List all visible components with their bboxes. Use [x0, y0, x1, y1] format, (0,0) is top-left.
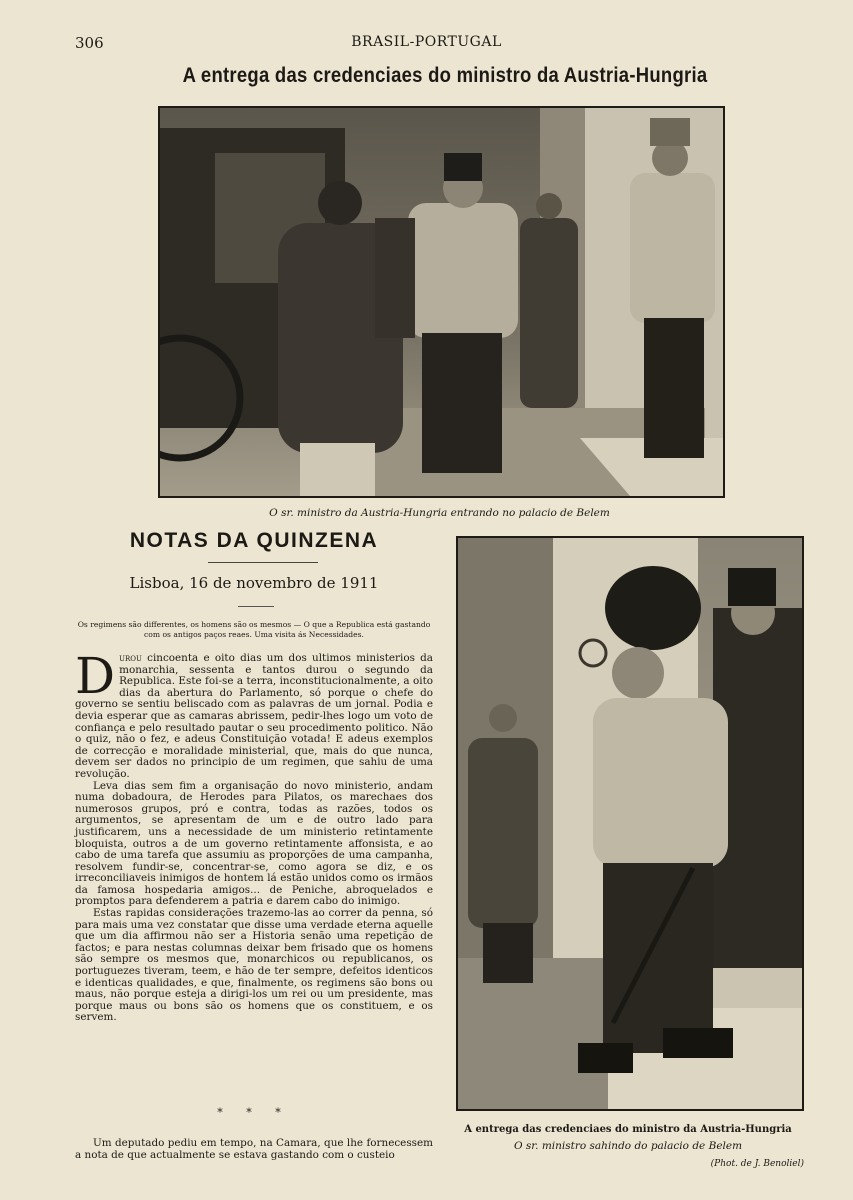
paragraph-1-text: cincoenta e oito dias um dos ultimos ministerios da monarchia, sessenta e tantos durou o segundo da Republica. Este foi-se a terra, inconstitucionalmente, a oito dias da abertura do Parlamento, só porque o chefe do governo se sentiu beliscado com as palavras de um jornal. Podia e devia esperar que as camaras abrissem, pedir-lhes logo um voto de confiança e pelo resultado pautar o seu procedimento politico. Não o quiz, não o fez, e adeus Constituição votada! E adeus exemplos de correcção e moralidade ministerial, que, mais do que nunca, devem ser dados no principio de um regimen, que sahiu de uma revolução. — [75, 652, 433, 780]
drop-cap: D — [75, 647, 116, 705]
photo-minister-entering-image — [160, 108, 723, 496]
article-paragraph-4: Um deputado pediu em tempo, na Camara, que lhe fornecessem a nota de que actualmente se estava gastando com o custeio — [75, 1137, 433, 1161]
article-summary: Os regimens são differentes, os homens são os mesmos — O que a Republica está gastando com os antigos paços reaes. Uma visita ás Necessidades. — [77, 620, 431, 639]
photo-credit: (Phot. de J. Benoliel) — [710, 1159, 804, 1169]
photo-minister-entering — [158, 106, 725, 498]
dateline: Lisboa, 16 de novembro de 1911 — [129, 574, 379, 592]
section-title: NOTAS DA QUINZENA — [129, 529, 379, 552]
article-body — [75, 647, 433, 1024]
first-word: urou — [119, 652, 142, 664]
photo-minister-entering-caption: O sr. ministro da Austria-Hungria entrando no palacio de Belem — [269, 507, 610, 519]
section-separator: * * * — [217, 1106, 291, 1119]
photo-minister-leaving-caption: O sr. ministro sahindo do palacio de Belem — [513, 1140, 743, 1152]
photo-minister-leaving-caption-title: A entrega das credenciaes do ministro da Austria-Hungria — [464, 1124, 792, 1135]
photo-minister-leaving-image — [458, 538, 802, 1109]
section-title-divider — [208, 562, 318, 563]
article-paragraph-3: Estas rapidas considerações trazemo-las ao correr da penna, só para mais uma vez constatar que disse uma verdade eterna aquelle que um dia affirmou não ser a Historia senão uma repetição de factos; e para nestas columnas deixar bem frisado que os homens são sempre os mesmos que, monarchicos ou republicanos, os portuguezes tiveram, teem, e hão de ter sempre, defeitos identicos e identicas qualidades, e que, finalmente, os regimens são bons ou maus, não porque esteja a dirigi-los um rei ou um presidente, mas porque maus ou bons são os homens que os constituem, e os servem. — [75, 907, 433, 1024]
article-paragraph-1 — [75, 647, 433, 781]
journal-title: BRASIL-PORTUGAL — [351, 34, 502, 50]
dateline-divider — [238, 606, 274, 607]
article-paragraph-2: Leva dias sem fim a organisação do novo ministerio, andam numa dobadoura, de Herodes para Pilatos, os marechaes dos numerosos grupos, pró e contra, todas as razões, todos os argumentos, se apresentam de um e de outro lado para justificarem, uns a necessidade de um ministerio retintamente bloquista, outros a de um governo retintamente affonsista, e ao cabo de uma tarefa que assumiu as proporções de uma campanha, resolvem fundir-se, concentrar-se, como agora se diz, e os irreconciliaveis inimigos de hontem lá estão unidos como os irmãos da famosa hospedaria amigos... de Peniche, abroquelados e promptos para defenderem a patria e darem cabo do inimigo. — [75, 779, 433, 908]
photo-minister-leaving — [456, 536, 804, 1111]
article-body-continued — [75, 1138, 433, 1161]
article-headline: A entrega das credenciaes do ministro da Austria-Hungria — [182, 64, 708, 87]
page-number: 306 — [75, 34, 104, 52]
